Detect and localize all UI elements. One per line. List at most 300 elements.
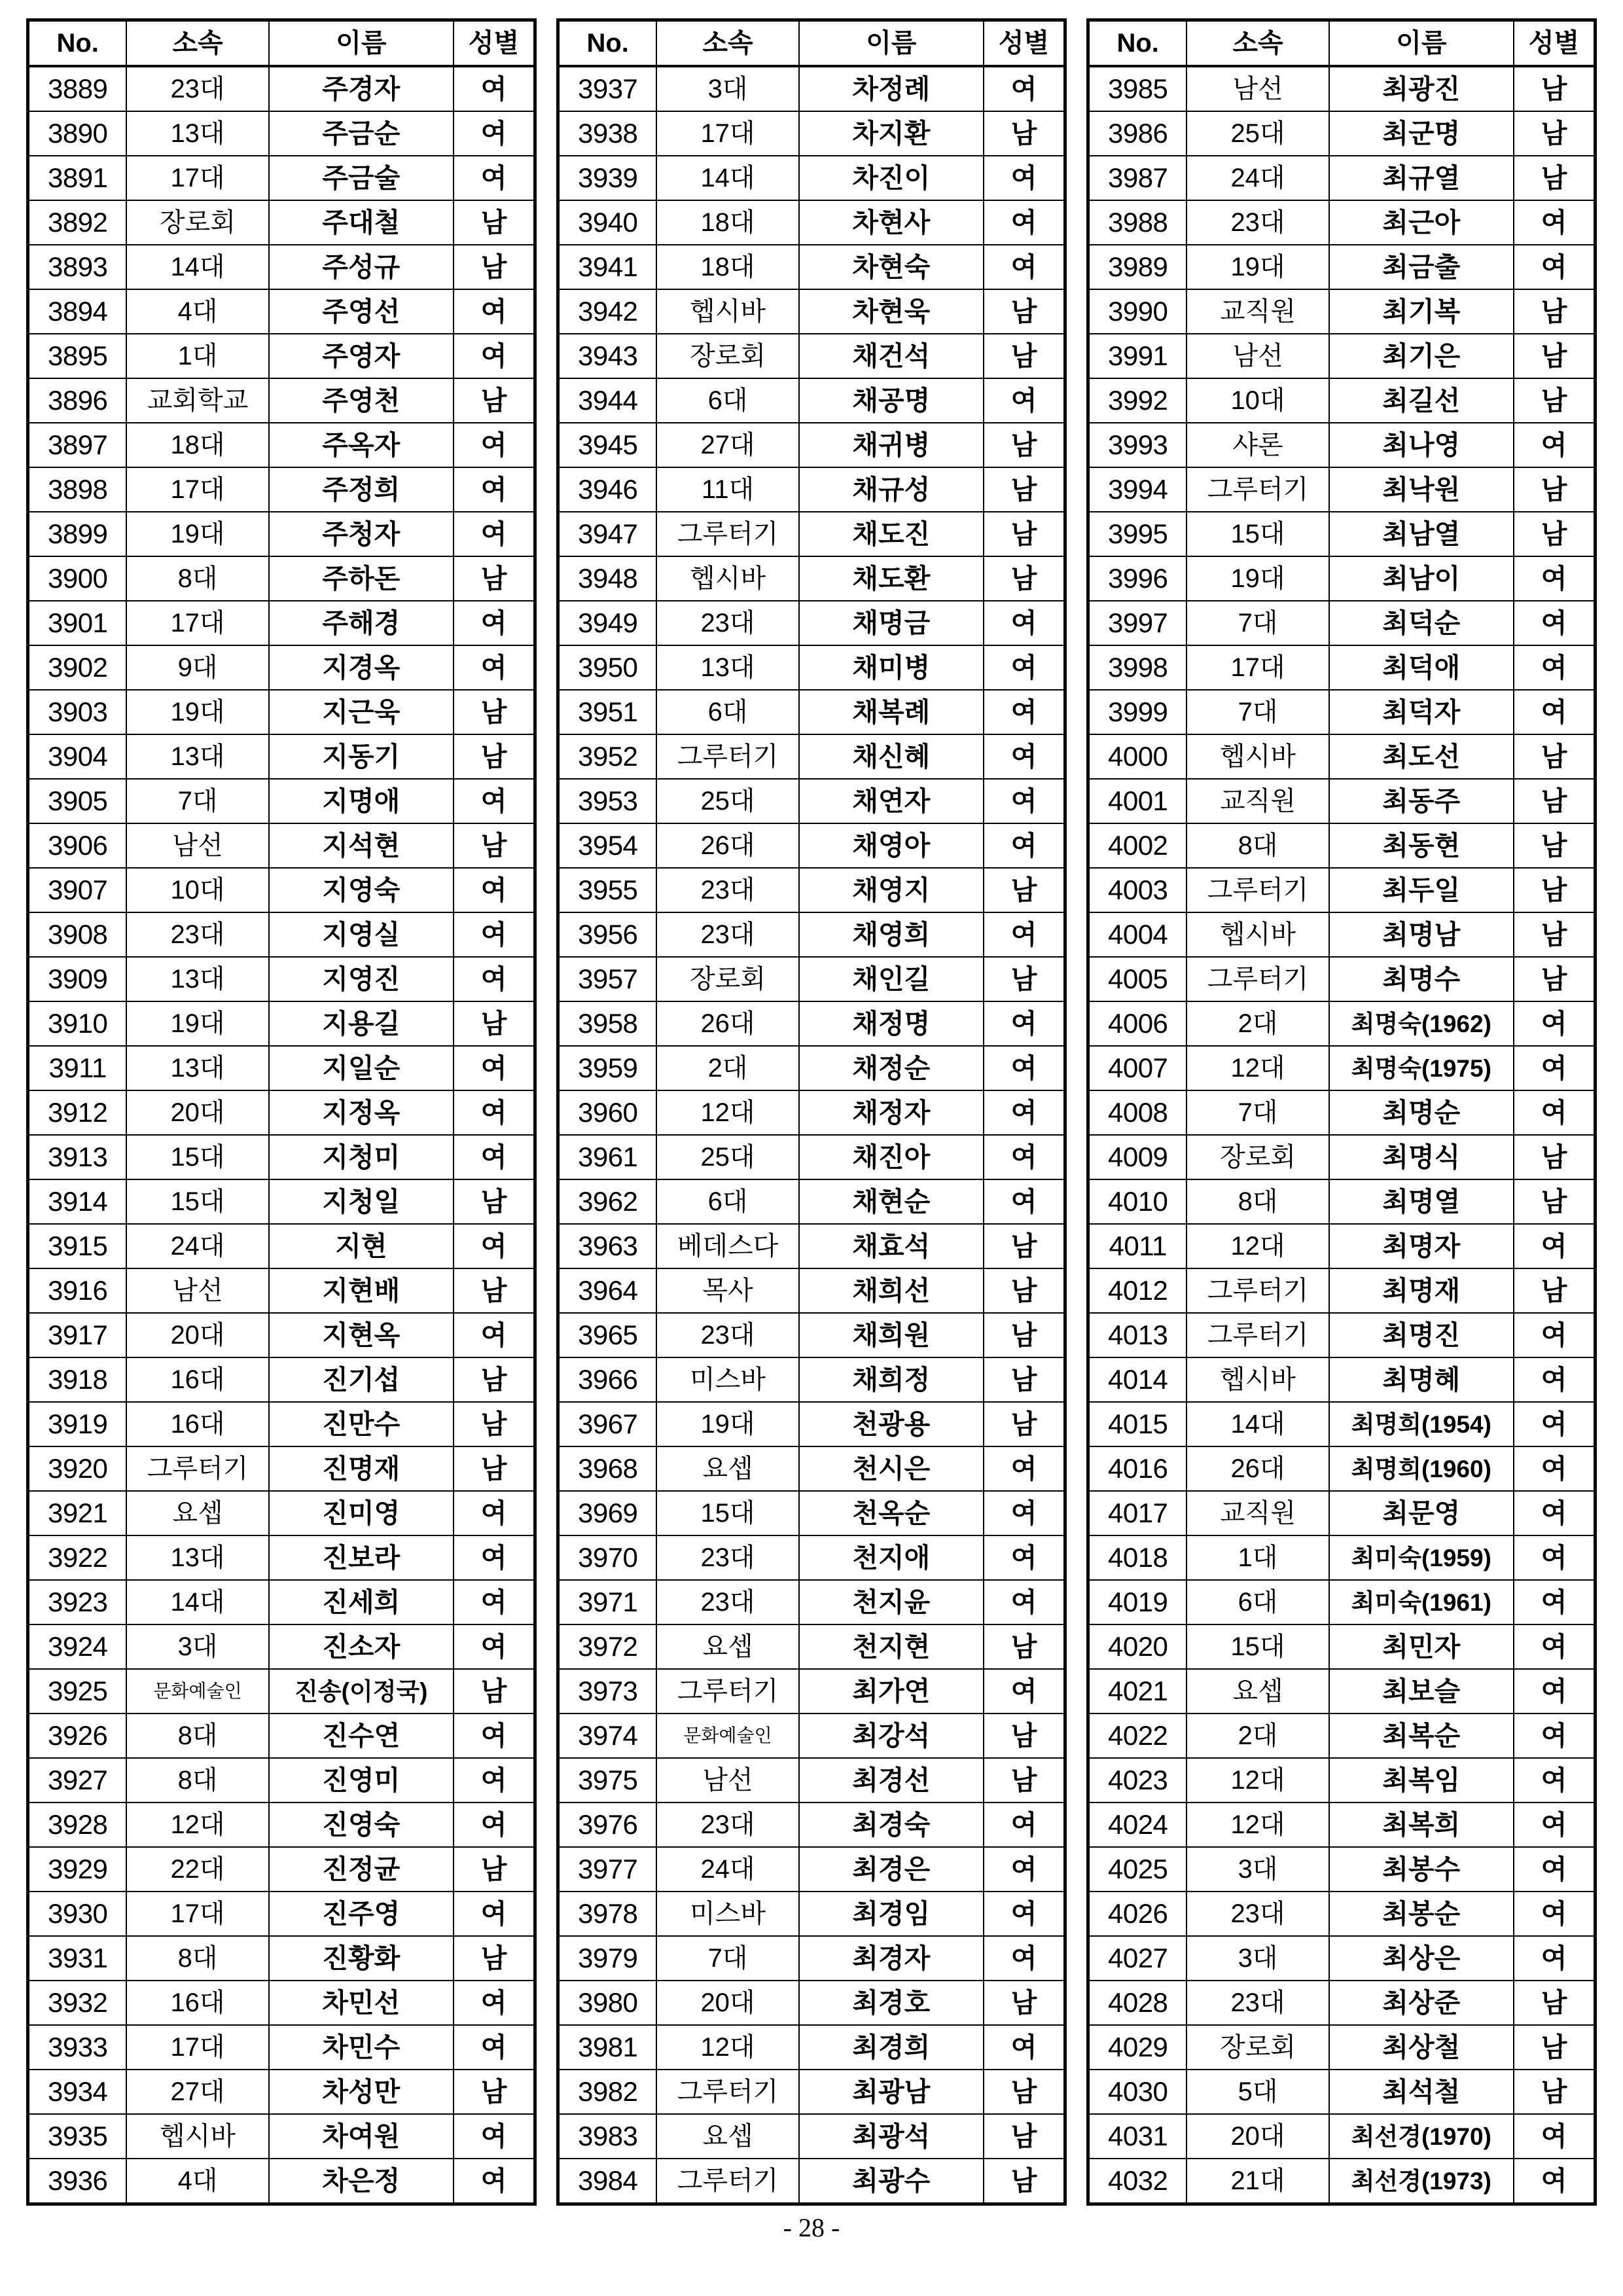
cell-name: 채진아 bbox=[799, 1135, 984, 1179]
cell-gender: 남 bbox=[984, 1624, 1065, 1669]
cell-name: 채정명 bbox=[799, 1001, 984, 1046]
cell-gender: 여 bbox=[984, 245, 1065, 289]
cell-no: 4014 bbox=[1088, 1357, 1187, 1402]
table-row bbox=[558, 645, 1065, 690]
table-row bbox=[558, 1402, 1065, 1446]
cell-name: 최경임 bbox=[799, 1892, 984, 1936]
table-row bbox=[28, 156, 535, 200]
cell-affiliation: 19대 bbox=[126, 1001, 268, 1046]
cell-name: 채인길 bbox=[799, 957, 984, 1001]
cell-no: 3896 bbox=[28, 378, 127, 423]
cell-affiliation: 문화예술인 bbox=[656, 1713, 798, 1758]
page-number: - 28 - bbox=[783, 2213, 840, 2242]
cell-affiliation: 22대 bbox=[126, 1847, 268, 1892]
table-row bbox=[558, 1090, 1065, 1135]
cell-affiliation: 요셉 bbox=[656, 1446, 798, 1491]
cell-name: 최경호 bbox=[799, 1981, 984, 2025]
cell-no: 3935 bbox=[28, 2114, 127, 2159]
cell-name: 채희선 bbox=[799, 1268, 984, 1313]
cell-name: 진송(이정국) bbox=[269, 1669, 454, 1713]
cell-affiliation: 23대 bbox=[656, 1313, 798, 1357]
cell-name: 채신혜 bbox=[799, 734, 984, 779]
cell-gender: 여 bbox=[1514, 1936, 1595, 1981]
table-row bbox=[558, 1669, 1065, 1713]
cell-no: 3974 bbox=[558, 1713, 657, 1758]
cell-no: 3924 bbox=[28, 1624, 127, 1669]
cell-name: 최동주 bbox=[1329, 779, 1514, 823]
column-header-affiliation: 소속 bbox=[1186, 20, 1329, 67]
table-row bbox=[1088, 645, 1596, 690]
cell-no: 3956 bbox=[558, 912, 657, 957]
cell-name: 지영실 bbox=[269, 912, 454, 957]
cell-affiliation: 27대 bbox=[656, 423, 798, 467]
cell-no: 3923 bbox=[28, 1580, 127, 1624]
cell-affiliation: 남선 bbox=[126, 823, 268, 868]
cell-name: 채영아 bbox=[799, 823, 984, 868]
table-row bbox=[1088, 2159, 1596, 2204]
cell-affiliation: 18대 bbox=[656, 245, 798, 289]
cell-no: 3938 bbox=[558, 111, 657, 156]
cell-gender: 남 bbox=[984, 512, 1065, 556]
table-row bbox=[1088, 1981, 1596, 2025]
cell-name: 최명식 bbox=[1329, 1135, 1514, 1179]
cell-name: 최광수 bbox=[799, 2159, 984, 2204]
cell-affiliation: 6대 bbox=[656, 1179, 798, 1224]
cell-gender: 남 bbox=[984, 1313, 1065, 1357]
cell-no: 3996 bbox=[1088, 556, 1187, 601]
cell-gender: 여 bbox=[984, 912, 1065, 957]
cell-gender: 여 bbox=[454, 423, 535, 467]
table-row bbox=[558, 378, 1065, 423]
table-row bbox=[1088, 334, 1596, 378]
table-row bbox=[1088, 868, 1596, 912]
cell-gender: 남 bbox=[454, 1179, 535, 1224]
cell-name: 진수연 bbox=[269, 1713, 454, 1758]
cell-name: 최기복 bbox=[1329, 289, 1514, 334]
cell-gender: 남 bbox=[1514, 2070, 1595, 2114]
cell-gender: 남 bbox=[454, 823, 535, 868]
table-row bbox=[1088, 1046, 1596, 1090]
cell-affiliation: 23대 bbox=[1186, 1981, 1329, 2025]
cell-name: 최군명 bbox=[1329, 111, 1514, 156]
cell-name: 천광용 bbox=[799, 1402, 984, 1446]
cell-name: 주옥자 bbox=[269, 423, 454, 467]
cell-no: 3961 bbox=[558, 1135, 657, 1179]
cell-affiliation: 17대 bbox=[656, 111, 798, 156]
cell-no: 4017 bbox=[1088, 1491, 1187, 1535]
table-row bbox=[1088, 2114, 1596, 2159]
cell-gender: 여 bbox=[1514, 1357, 1595, 1402]
cell-name: 주대철 bbox=[269, 200, 454, 245]
table-row bbox=[558, 156, 1065, 200]
cell-no: 4027 bbox=[1088, 1936, 1187, 1981]
cell-affiliation: 3대 bbox=[126, 1624, 268, 1669]
cell-gender: 남 bbox=[454, 1402, 535, 1446]
cell-no: 4007 bbox=[1088, 1046, 1187, 1090]
cell-affiliation: 장로회 bbox=[656, 334, 798, 378]
cell-name: 채정자 bbox=[799, 1090, 984, 1135]
cell-no: 4028 bbox=[1088, 1981, 1187, 2025]
cell-name: 주금술 bbox=[269, 156, 454, 200]
cell-gender: 남 bbox=[454, 556, 535, 601]
cell-affiliation: 16대 bbox=[126, 1402, 268, 1446]
cell-no: 3891 bbox=[28, 156, 127, 200]
table-header-row bbox=[28, 20, 535, 67]
cell-name: 최광석 bbox=[799, 2114, 984, 2159]
cell-name: 채정순 bbox=[799, 1046, 984, 1090]
cell-affiliation: 25대 bbox=[1186, 111, 1329, 156]
table-row bbox=[28, 1491, 535, 1535]
cell-name: 지용길 bbox=[269, 1001, 454, 1046]
cell-name: 차현숙 bbox=[799, 245, 984, 289]
table-row bbox=[1088, 156, 1596, 200]
table-row bbox=[28, 1847, 535, 1892]
cell-gender: 남 bbox=[984, 2070, 1065, 2114]
table-row bbox=[1088, 2070, 1596, 2114]
table-body-2 bbox=[558, 66, 1065, 2204]
cell-gender: 여 bbox=[454, 467, 535, 512]
cell-gender: 남 bbox=[1514, 2025, 1595, 2070]
cell-gender: 남 bbox=[454, 1268, 535, 1313]
cell-gender: 여 bbox=[984, 66, 1065, 111]
cell-affiliation: 12대 bbox=[1186, 1758, 1329, 1803]
cell-no: 3987 bbox=[1088, 156, 1187, 200]
cell-affiliation: 14대 bbox=[1186, 1402, 1329, 1446]
cell-name: 최명남 bbox=[1329, 912, 1514, 957]
cell-name: 최봉수 bbox=[1329, 1847, 1514, 1892]
cell-no: 3894 bbox=[28, 289, 127, 334]
cell-no: 3998 bbox=[1088, 645, 1187, 690]
cell-name: 차성만 bbox=[269, 2070, 454, 2114]
cell-name: 지경옥 bbox=[269, 645, 454, 690]
cell-affiliation: 8대 bbox=[1186, 823, 1329, 868]
cell-no: 3993 bbox=[1088, 423, 1187, 467]
cell-no: 3922 bbox=[28, 1535, 127, 1580]
cell-no: 3977 bbox=[558, 1847, 657, 1892]
cell-name: 진만수 bbox=[269, 1402, 454, 1446]
cell-affiliation: 20대 bbox=[126, 1313, 268, 1357]
table-row bbox=[28, 690, 535, 734]
cell-gender: 여 bbox=[1514, 1847, 1595, 1892]
cell-gender: 여 bbox=[454, 957, 535, 1001]
cell-no: 4019 bbox=[1088, 1580, 1187, 1624]
cell-gender: 여 bbox=[1514, 1892, 1595, 1936]
cell-no: 3960 bbox=[558, 1090, 657, 1135]
cell-no: 4011 bbox=[1088, 1224, 1187, 1268]
cell-gender: 여 bbox=[1514, 423, 1595, 467]
cell-name: 채규성 bbox=[799, 467, 984, 512]
cell-affiliation: 3대 bbox=[656, 66, 798, 111]
cell-name: 차현욱 bbox=[799, 289, 984, 334]
cell-affiliation: 14대 bbox=[126, 1580, 268, 1624]
cell-gender: 남 bbox=[984, 1713, 1065, 1758]
cell-affiliation: 17대 bbox=[126, 2025, 268, 2070]
cell-name: 지현 bbox=[269, 1224, 454, 1268]
cell-gender: 남 bbox=[454, 1847, 535, 1892]
cell-name: 최석철 bbox=[1329, 2070, 1514, 2114]
cell-name: 채도환 bbox=[799, 556, 984, 601]
cell-gender: 여 bbox=[984, 734, 1065, 779]
cell-affiliation: 그루터기 bbox=[656, 1669, 798, 1713]
cell-gender: 여 bbox=[984, 1847, 1065, 1892]
cell-no: 3971 bbox=[558, 1580, 657, 1624]
cell-name: 최두일 bbox=[1329, 868, 1514, 912]
table-row bbox=[1088, 1179, 1596, 1224]
cell-affiliation: 14대 bbox=[126, 245, 268, 289]
cell-name: 채건석 bbox=[799, 334, 984, 378]
table-row bbox=[1088, 734, 1596, 779]
cell-gender: 남 bbox=[1514, 1179, 1595, 1224]
cell-gender: 여 bbox=[984, 1535, 1065, 1580]
table-row bbox=[558, 423, 1065, 467]
cell-name: 천시은 bbox=[799, 1446, 984, 1491]
cell-no: 4021 bbox=[1088, 1669, 1187, 1713]
cell-affiliation: 13대 bbox=[126, 957, 268, 1001]
cell-gender: 여 bbox=[454, 1491, 535, 1535]
cell-no: 4032 bbox=[1088, 2159, 1187, 2204]
table-row bbox=[28, 912, 535, 957]
cell-name: 주성규 bbox=[269, 245, 454, 289]
table-row bbox=[1088, 2025, 1596, 2070]
cell-no: 3941 bbox=[558, 245, 657, 289]
cell-no: 3915 bbox=[28, 1224, 127, 1268]
cell-gender: 여 bbox=[454, 1224, 535, 1268]
table-row bbox=[558, 2025, 1065, 2070]
cell-name: 주하돈 bbox=[269, 556, 454, 601]
cell-no: 3954 bbox=[558, 823, 657, 868]
table-row bbox=[558, 1491, 1065, 1535]
cell-name: 최명숙(1962) bbox=[1329, 1001, 1514, 1046]
cell-gender: 여 bbox=[454, 1135, 535, 1179]
cell-name: 천지윤 bbox=[799, 1580, 984, 1624]
table-row bbox=[558, 1803, 1065, 1847]
table-row bbox=[28, 1001, 535, 1046]
cell-gender: 여 bbox=[1514, 2114, 1595, 2159]
cell-no: 3895 bbox=[28, 334, 127, 378]
cell-gender: 여 bbox=[984, 601, 1065, 645]
cell-affiliation: 18대 bbox=[656, 200, 798, 245]
cell-name: 최기은 bbox=[1329, 334, 1514, 378]
cell-no: 3964 bbox=[558, 1268, 657, 1313]
cell-gender: 여 bbox=[1514, 601, 1595, 645]
cell-no: 4030 bbox=[1088, 2070, 1187, 2114]
table-row bbox=[28, 1179, 535, 1224]
cell-affiliation: 23대 bbox=[656, 868, 798, 912]
cell-affiliation: 장로회 bbox=[1186, 1135, 1329, 1179]
cell-no: 3947 bbox=[558, 512, 657, 556]
cell-name: 채연자 bbox=[799, 779, 984, 823]
cell-name: 지청일 bbox=[269, 1179, 454, 1224]
cell-name: 지영숙 bbox=[269, 868, 454, 912]
cell-no: 4029 bbox=[1088, 2025, 1187, 2070]
table-row bbox=[28, 111, 535, 156]
cell-affiliation: 그루터기 bbox=[1186, 1268, 1329, 1313]
cell-name: 진황화 bbox=[269, 1936, 454, 1981]
cell-gender: 여 bbox=[984, 1936, 1065, 1981]
cell-affiliation: 헵시바 bbox=[126, 2114, 268, 2159]
table-row bbox=[1088, 512, 1596, 556]
table-body-3 bbox=[1088, 66, 1596, 2204]
cell-gender: 여 bbox=[984, 823, 1065, 868]
cell-no: 3939 bbox=[558, 156, 657, 200]
cell-name: 채영지 bbox=[799, 868, 984, 912]
cell-name: 최미숙(1961) bbox=[1329, 1580, 1514, 1624]
table-row bbox=[28, 868, 535, 912]
cell-gender: 여 bbox=[1514, 1446, 1595, 1491]
cell-name: 채미병 bbox=[799, 645, 984, 690]
cell-name: 최상철 bbox=[1329, 2025, 1514, 2070]
cell-affiliation: 16대 bbox=[126, 1357, 268, 1402]
cell-affiliation: 헵시바 bbox=[656, 556, 798, 601]
cell-affiliation: 7대 bbox=[1186, 601, 1329, 645]
cell-name: 차지환 bbox=[799, 111, 984, 156]
cell-name: 진영숙 bbox=[269, 1803, 454, 1847]
cell-name: 최동현 bbox=[1329, 823, 1514, 868]
cell-no: 3955 bbox=[558, 868, 657, 912]
table-row bbox=[28, 1402, 535, 1446]
cell-gender: 남 bbox=[454, 200, 535, 245]
cell-name: 최명진 bbox=[1329, 1313, 1514, 1357]
cell-affiliation: 11대 bbox=[656, 467, 798, 512]
cell-affiliation: 3대 bbox=[1186, 1847, 1329, 1892]
cell-gender: 남 bbox=[984, 868, 1065, 912]
cell-gender: 여 bbox=[454, 111, 535, 156]
cell-affiliation: 그루터기 bbox=[656, 2070, 798, 2114]
cell-name: 최경선 bbox=[799, 1758, 984, 1803]
cell-affiliation: 8대 bbox=[126, 1936, 268, 1981]
cell-no: 3989 bbox=[1088, 245, 1187, 289]
cell-name: 최경희 bbox=[799, 2025, 984, 2070]
cell-no: 4023 bbox=[1088, 1758, 1187, 1803]
cell-no: 3950 bbox=[558, 645, 657, 690]
cell-no: 3944 bbox=[558, 378, 657, 423]
cell-gender: 여 bbox=[454, 1624, 535, 1669]
cell-name: 최경은 bbox=[799, 1847, 984, 1892]
cell-gender: 여 bbox=[454, 868, 535, 912]
table-row bbox=[1088, 289, 1596, 334]
cell-no: 3940 bbox=[558, 200, 657, 245]
cell-name: 최선경(1973) bbox=[1329, 2159, 1514, 2204]
cell-name: 최남열 bbox=[1329, 512, 1514, 556]
table-row bbox=[28, 823, 535, 868]
table-row bbox=[1088, 1713, 1596, 1758]
cell-affiliation: 헵시바 bbox=[656, 289, 798, 334]
cell-name: 최상은 bbox=[1329, 1936, 1514, 1981]
cell-name: 최덕순 bbox=[1329, 601, 1514, 645]
table-row bbox=[1088, 200, 1596, 245]
cell-no: 3931 bbox=[28, 1936, 127, 1981]
cell-name: 주정희 bbox=[269, 467, 454, 512]
cell-gender: 여 bbox=[454, 912, 535, 957]
table-row bbox=[28, 957, 535, 1001]
cell-name: 채공명 bbox=[799, 378, 984, 423]
cell-no: 4026 bbox=[1088, 1892, 1187, 1936]
cell-no: 3889 bbox=[28, 66, 127, 111]
column-header-gender: 성별 bbox=[1514, 20, 1595, 67]
cell-gender: 남 bbox=[984, 1268, 1065, 1313]
cell-no: 3966 bbox=[558, 1357, 657, 1402]
cell-name: 진영미 bbox=[269, 1758, 454, 1803]
table-row bbox=[1088, 423, 1596, 467]
cell-no: 3933 bbox=[28, 2025, 127, 2070]
cell-no: 3898 bbox=[28, 467, 127, 512]
cell-gender: 남 bbox=[984, 1357, 1065, 1402]
cell-no: 3918 bbox=[28, 1357, 127, 1402]
cell-no: 3907 bbox=[28, 868, 127, 912]
table-row bbox=[1088, 1313, 1596, 1357]
cell-affiliation: 장로회 bbox=[126, 200, 268, 245]
table-row bbox=[28, 1535, 535, 1580]
cell-name: 최경자 bbox=[799, 1936, 984, 1981]
table-row bbox=[1088, 1758, 1596, 1803]
cell-affiliation: 12대 bbox=[656, 1090, 798, 1135]
cell-name: 최민자 bbox=[1329, 1624, 1514, 1669]
cell-no: 3893 bbox=[28, 245, 127, 289]
cell-no: 3920 bbox=[28, 1446, 127, 1491]
table-row bbox=[1088, 1892, 1596, 1936]
cell-affiliation: 요셉 bbox=[656, 2114, 798, 2159]
table-row bbox=[28, 1224, 535, 1268]
cell-no: 4002 bbox=[1088, 823, 1187, 868]
cell-affiliation: 목사 bbox=[656, 1268, 798, 1313]
column-header-name: 이름 bbox=[1329, 20, 1514, 67]
table-row bbox=[558, 245, 1065, 289]
column-header-affiliation: 소속 bbox=[656, 20, 798, 67]
cell-name: 지정옥 bbox=[269, 1090, 454, 1135]
table-row bbox=[1088, 1357, 1596, 1402]
cell-gender: 남 bbox=[454, 2070, 535, 2114]
cell-affiliation: 13대 bbox=[126, 734, 268, 779]
cell-gender: 여 bbox=[454, 1090, 535, 1135]
cell-no: 3932 bbox=[28, 1981, 127, 2025]
cell-name: 차진이 bbox=[799, 156, 984, 200]
cell-affiliation: 남선 bbox=[656, 1758, 798, 1803]
cell-gender: 여 bbox=[984, 1001, 1065, 1046]
cell-gender: 남 bbox=[454, 245, 535, 289]
cell-name: 최명희(1960) bbox=[1329, 1446, 1514, 1491]
cell-gender: 여 bbox=[984, 200, 1065, 245]
column-header-no: No. bbox=[1088, 20, 1187, 67]
cell-affiliation: 헵시바 bbox=[1186, 912, 1329, 957]
directory-table-2 bbox=[556, 18, 1067, 2206]
table-row bbox=[28, 1446, 535, 1491]
cell-no: 3997 bbox=[1088, 601, 1187, 645]
table-row bbox=[558, 2070, 1065, 2114]
table-row bbox=[558, 556, 1065, 601]
cell-no: 3951 bbox=[558, 690, 657, 734]
table-row bbox=[1088, 1847, 1596, 1892]
cell-affiliation: 10대 bbox=[1186, 378, 1329, 423]
cell-gender: 여 bbox=[454, 156, 535, 200]
cell-name: 최명숙(1975) bbox=[1329, 1046, 1514, 1090]
cell-no: 3992 bbox=[1088, 378, 1187, 423]
cell-name: 최복희 bbox=[1329, 1803, 1514, 1847]
cell-gender: 남 bbox=[454, 1001, 535, 1046]
cell-affiliation: 19대 bbox=[126, 690, 268, 734]
cell-gender: 여 bbox=[984, 1179, 1065, 1224]
cell-gender: 여 bbox=[1514, 1046, 1595, 1090]
cell-no: 3968 bbox=[558, 1446, 657, 1491]
cell-affiliation: 15대 bbox=[1186, 1624, 1329, 1669]
table-row bbox=[558, 734, 1065, 779]
cell-name: 진세희 bbox=[269, 1580, 454, 1624]
cell-name: 최남이 bbox=[1329, 556, 1514, 601]
cell-gender: 여 bbox=[1514, 1580, 1595, 1624]
cell-name: 채명금 bbox=[799, 601, 984, 645]
table-row bbox=[1088, 1001, 1596, 1046]
cell-no: 3949 bbox=[558, 601, 657, 645]
cell-affiliation: 17대 bbox=[126, 1892, 268, 1936]
